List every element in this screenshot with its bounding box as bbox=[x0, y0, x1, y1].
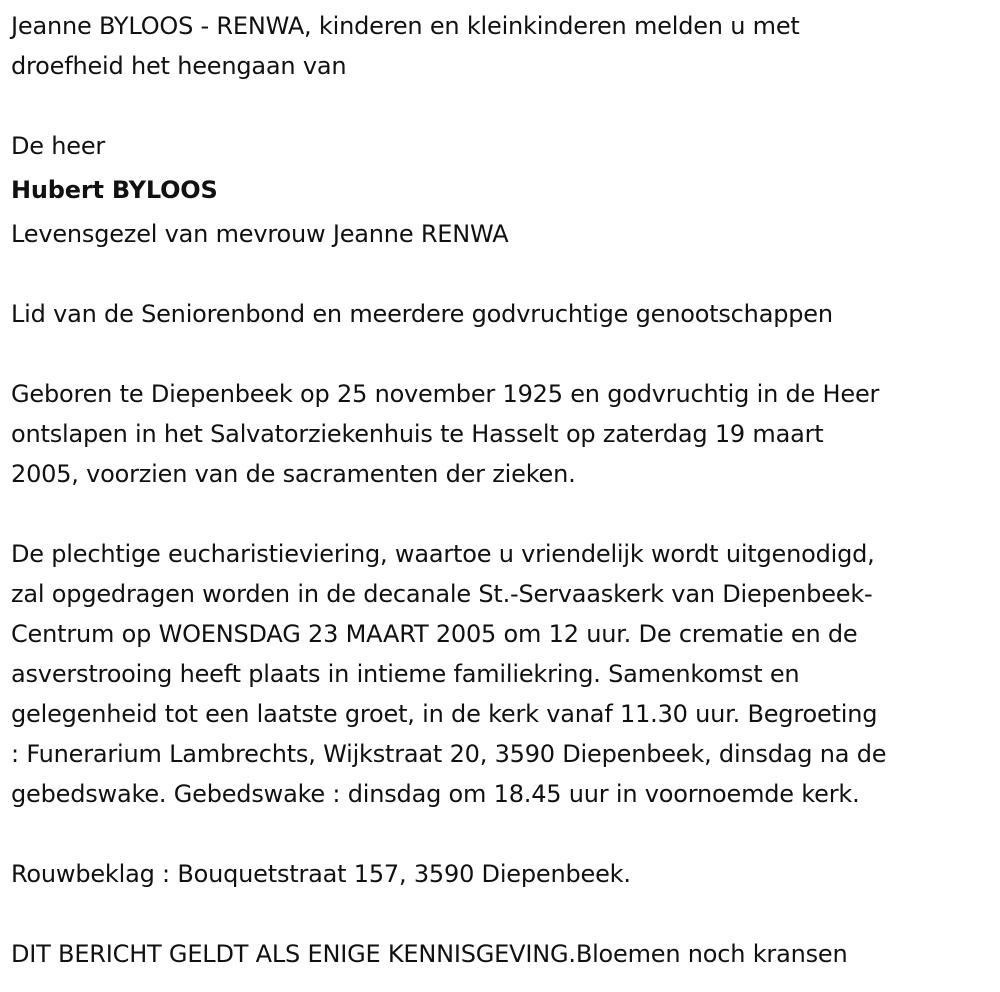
ceremony-line-6: : Funerarium Lambrechts, Wijkstraat 20, 3590 Diepenbeek, dinsdag na de bbox=[11, 740, 887, 768]
birth-death-line-2: ontslapen in het Salvatorziekenhuis te Hasselt op zaterdag 19 maart bbox=[11, 420, 824, 448]
ceremony-line-7: gebedswake. Gebedswake : dinsdag om 18.45 uur in voornoemde kerk. bbox=[11, 780, 860, 808]
intro-line-2: droefheid het heengaan van bbox=[11, 52, 347, 80]
ceremony-line-2: zal opgedragen worden in de decanale St.-Servaaskerk van Diepenbeek- bbox=[11, 580, 873, 608]
ceremony-line-5: gelegenheid tot een laatste groet, in de kerk vanaf 11.30 uur. Begroeting bbox=[11, 700, 878, 728]
closing-line: DIT BERICHT GELDT ALS ENIGE KENNISGEVING.Bloemen noch kransen bbox=[11, 940, 848, 968]
condolence-address: Rouwbeklag : Bouquetstraat 157, 3590 Diepenbeek. bbox=[11, 860, 631, 888]
ceremony-line-3: Centrum op WOENSDAG 23 MAART 2005 om 12 uur. De crematie en de bbox=[11, 620, 858, 648]
birth-death-line-1: Geboren te Diepenbeek op 25 november 1925 en godvruchtig in de Heer bbox=[11, 380, 880, 408]
membership-line: Lid van de Seniorenbond en meerdere godvruchtige genootschappen bbox=[11, 300, 833, 328]
deceased-name: Hubert BYLOOS bbox=[11, 176, 218, 204]
partner-line: Levensgezel van mevrouw Jeanne RENWA bbox=[11, 220, 509, 248]
intro-line-1: Jeanne BYLOOS - RENWA, kinderen en kleinkinderen melden u met bbox=[11, 12, 800, 40]
obituary-notice bbox=[11, 0, 996, 974]
salutation: De heer bbox=[11, 132, 106, 160]
birth-death-line-3: 2005, voorzien van de sacramenten der zieken. bbox=[11, 460, 576, 488]
ceremony-line-1: De plechtige eucharistieviering, waartoe u vriendelijk wordt uitgenodigd, bbox=[11, 540, 875, 568]
ceremony-line-4: asverstrooing heeft plaats in intieme familiekring. Samenkomst en bbox=[11, 660, 800, 688]
